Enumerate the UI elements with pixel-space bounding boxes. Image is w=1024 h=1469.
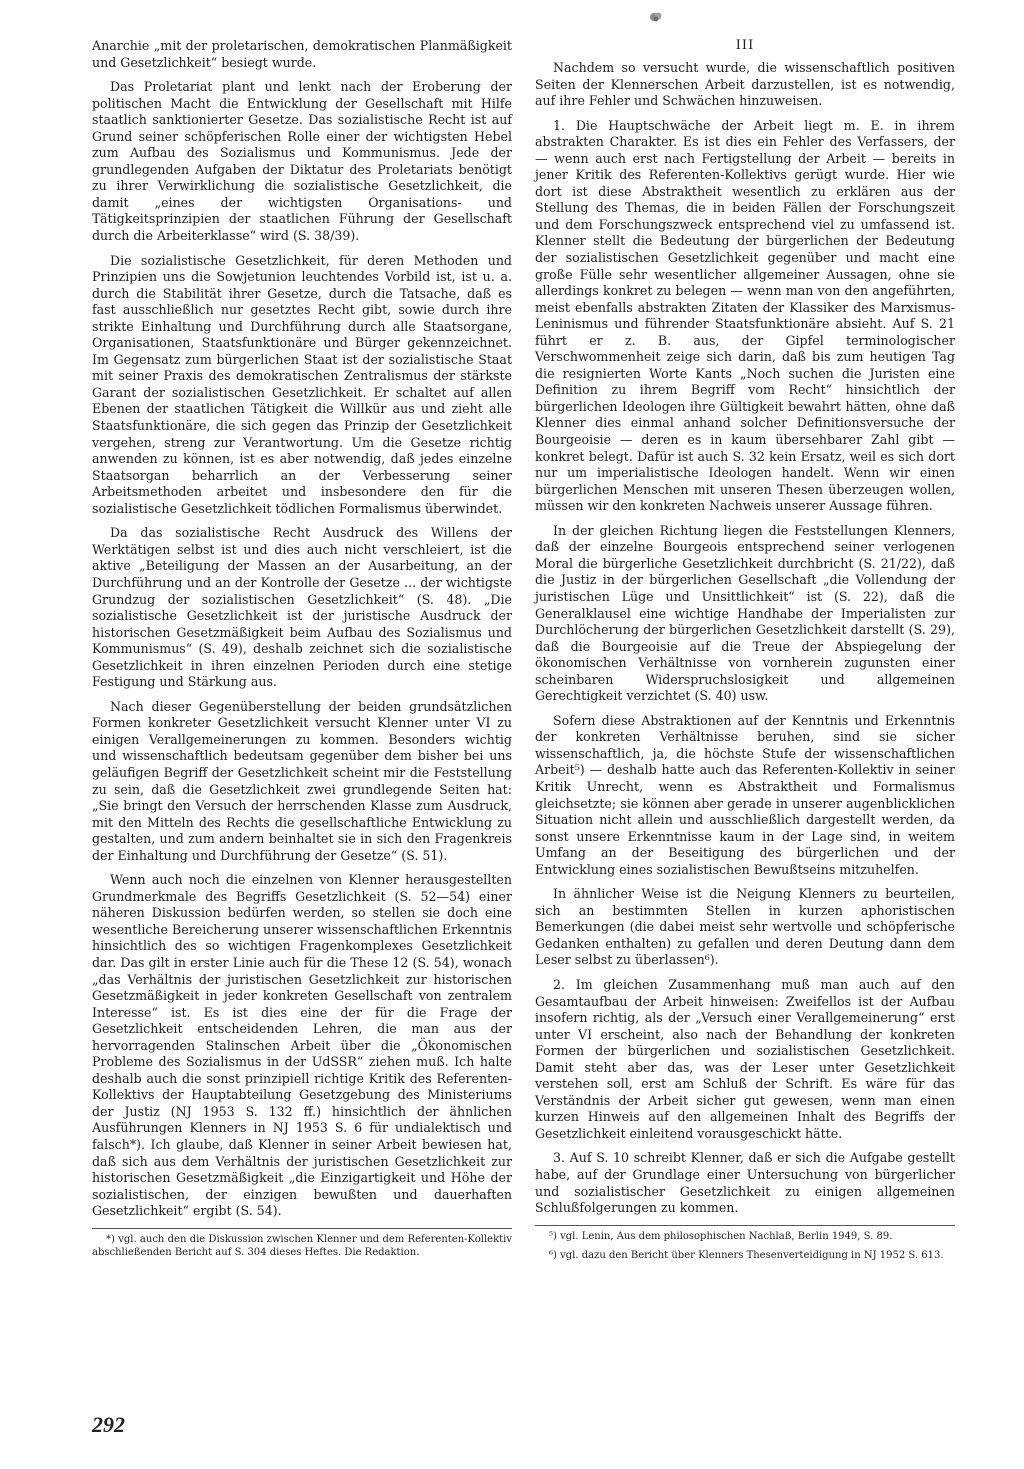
footnote: ⁶) vgl. dazu den Bericht über Klenners Thesenverteidigung in NJ 1952 S. 613. xyxy=(549,1249,944,1261)
body-paragraph: Nachdem so versucht wurde, die wissenschaftlich positiven Seiten der Klennerschen Arbeit darzustellen, ist es notwendig, auf ihre Fehler und Schwächen hinzuweisen. xyxy=(535,60,955,109)
left-column xyxy=(92,38,512,1265)
body-paragraph: In der gleichen Richtung liegen die Feststellungen Klenners, daß der einzelne Bourgeois entsprechend seiner verlogenen Moral die bürgerliche Gesetzlichkeit durchbricht (S. 21/22), daß die Justiz in der bürgerlichen Gesellschaft „die Vollendung der juristischen Lüge und Unsittlichkeit“ ist (S. 22), daß die Generalklausel eine wichtige Handhabe der Imperialisten zur Durchlöcherung der bürgerlichen Gesetzlichkeit darstellt (S. 29), daß die Bourgeoisie auf die Treue der Abspiegelung der ökonomischen Verhältnisse von vornherein zugunsten einer scheinbaren Widerspruchslosigkeit und allgemeinen Gerechtigkeit verzichtet (S. 40) usw. xyxy=(535,522,955,704)
body-paragraph: 3. Auf S. 10 schreibt Klenner, daß er sich die Aufgabe gestellt habe, auf der Grundlage einer Untersuchung von bürgerlicher und sozialistischer Gesetzlichkeit zu einigen allgemeinen Schlußfolgerungen zu kommen. xyxy=(535,1150,955,1216)
body-paragraph: Die sozialistische Gesetzlichkeit, für deren Methoden und Prinzipien uns die Sowjetunion leuchtendes Vorbild ist, ist u. a. durch die Stabilität ihrer Gesetze, durch die Tatsache, daß es fast ausschließlich nur gesetztes Recht gibt, sowie durch ihre strikte Einhaltung und Durchführung durch alle Staatsorgane, Organisationen, Staatsfunktionäre und Bürger gekennzeichnet. Im Gegensatz zum bürgerlichen Staat ist der sozialistische Staat mit seiner Praxis des demokratischen Zentralismus der stärkste Garant der sozialistischen Gesetzlichkeit. Er schaltet auf allen Ebenen der staatlichen Tätigkeit die Willkür aus und zieht alle Staatsfunktionäre, die sich gegen das Prinzip der Gesetzlichkeit vergehen, streng zur Verantwortung. Um die Gesetze richtig anwenden zu können, ist es aber notwendig, daß jedes einzelne Staatsorgan beharrlich an der Verbesserung seiner Arbeitsmethoden arbeitet und insbesondere den für die sozialistische Gesetzlichkeit tödlichen Formalismus überwindet. xyxy=(92,252,512,516)
footnote: *) vgl. auch den die Diskussion zwischen Klenner und dem Referenten-Kollektiv abschließenden Bericht auf S. 304 dieses Heftes. Die Redaktion. xyxy=(92,1233,512,1258)
body-paragraph: Das Proletariat plant und lenkt nach der Eroberung der politischen Macht die Entwicklung der Gesellschaft mit Hilfe staatlich sanktionierter Gesetze. Das sozialistische Recht ist auf Grund seiner schöpferischen Rolle einer der wichtigsten Hebel zum Aufbau des Sozialismus und Kommunismus. Jede der grundlegenden Aufgaben der Diktatur des Proletariats benötigt zu ihrer Verwirklichung die sozialistische Gesetzlichkeit, die damit „eines der wichtigsten Organisations- und Tätigkeitsprinzipien der staatlichen Führung der Gesellschaft durch die Arbeiterklasse“ wird (S. 38/39). xyxy=(92,79,512,244)
footnote-area xyxy=(535,1225,955,1262)
footnote-area xyxy=(92,1228,512,1259)
body-paragraph: Wenn auch noch die einzelnen von Klenner herausgestellten Grundmerkmale des Begriffs Gesetzlichkeit (S. 52—54) einer näheren Diskussion bedürfen werden, so stellen sie doch eine wesentliche Bereicherung unserer wissenschaftlichen Erkenntnis hinsichtlich des so wichtigen Fragenkomplexes Gesetzlichkeit dar. Das gilt in erster Linie auch für die These 12 (S. 54), wonach „das Verhältnis der juristischen Gesetzlichkeit zur historischen Gesetzmäßigkeit in jeder konkreten Gesellschaft von zentralem Interesse“ ist. Es ist dies eine der für die Frage der Gesetzlichkeit entscheidenden Lehren, die man aus der hervorragenden Stalinschen Arbeit über die „Ökonomischen Probleme des Sozialismus in der UdSSR“ ziehen muß. Ich halte deshalb auch die sonst prinzipiell richtige Kritik des Referenten-Kollektivs der Hauptabteilung Gesetzgebung des Ministeriums der Justiz (NJ 1953 S. 132 ff.) hinsichtlich der ähnlichen Ausführungen Klenners in NJ 1953 S. 6 für undialektisch und falsch*). Ich glaube, daß Klenner in seiner Arbeit bewiesen hat, daß sich aus dem Verhältnis der juristischen Gesetzlichkeit zur historischen Gesetzmäßigkeit „die Einzigartigkeit und Höhe der sozialistischen, der einzigen bewußten und dauerhaften Gesetzlichkeit“ ergibt (S. 54). xyxy=(92,872,512,1219)
body-paragraph: Sofern diese Abstraktionen auf der Kenntnis und Erkenntnis der konkreten Verhältnisse beruhen, sind sie sicher wissenschaftlich, ja, die höchste Stufe der wissenschaftlichen Arbeit⁵) — deshalb hatte auch das Referenten-Kollektiv in seiner Kritik Unrecht, wenn es Abstraktheit und Formalismus gleichsetzte; sie können aber gerade in unserer augenblicklichen Situation nicht allein und ausschließlich dargestellt werden, da sonst unsere Erkenntnisse kaum in der Lage sind, in weitem Umfang an der Beseitigung des bürgerlichen und der Entwicklung eines sozialistischen Bewußtseins mitzuhelfen. xyxy=(535,712,955,877)
body-paragraph: In ähnlicher Weise ist die Neigung Klenners zu beurteilen, sich an bestimmten Stellen in kurzen aphoristischen Bemerkungen (die dabei meist sehr wertvolle und schöpferische Gedanken enthalten) zu gefallen und deren Deutung dann dem Leser selbst zu überlassen⁶). xyxy=(535,886,955,968)
right-column xyxy=(535,38,955,1268)
section-heading: III xyxy=(735,38,755,53)
body-paragraph: 1. Die Hauptschwäche der Arbeit liegt m. E. in ihrem abstrakten Charakter. Es ist dies ein Fehler des Verfassers, der — wenn auch erst nach Fertigstellung der Arbeit — bereits in jener Kritik des Referenten-Kollektivs gerügt wurde. Hier wie dort ist diese Abstraktheit wesentlich zu erklären aus der Stellung des Themas, die in beiden Fällen der Forschungszeit und dem Forschungszweck entsprechend viel zu umfassend ist. Klenner stellt die Bedeutung der bürgerlichen der Bedeutung der sozialistischen Gesetzlichkeit gegenüber und macht eine große Fülle sehr wesentlicher allgemeiner Aussagen, ohne sie allerdings konkret zu belegen — wenn man von den angeführten, meist ebenfalls abstrakten Zitaten der Klassiker des Marxismus-Leninismus und führender Staatsfunktionäre absieht. Auf S. 21 führt er z. B. aus, der Gipfel terminologischer Verschwommenheit zeige sich darin, daß bis zum heutigen Tag die resignierten Worte Kants „Noch suchen die Juristen eine Definition zu ihrem Begriff vom Recht“ hinsichtlich der bürgerlichen Ideologen ihre Gültigkeit bewahrt hätten, ohne daß Klenner dies einmal anhand solcher Definitionsversuche der Bourgeoisie — deren es in kaum übersehbarer Zahl gibt — konkret belegt. Dafür ist auch S. 32 kein Ersatz, weil es sich dort nur um imperialistische Ideologen handelt. Wenn wir einen bürgerlichen Menschen mit unseren Thesen überzeugen wollen, müssen wir den konkreten Nachweis unserer Aussage führen. xyxy=(535,117,955,514)
body-paragraph: Anarchie „mit der proletarischen, demokratischen Planmäßigkeit und Gesetzlichkeit“ besiegt wurde. xyxy=(92,38,512,70)
page-number: 292 xyxy=(92,1412,125,1437)
ink-blot-icon xyxy=(649,11,663,23)
footnote: ⁵) vgl. Lenin, Aus dem philosophischen Nachlaß, Berlin 1949, S. 89. xyxy=(549,1230,893,1242)
body-paragraph: Nach dieser Gegenüberstellung der beiden grundsätzlichen Formen konkreter Gesetzlichkeit versucht Klenner unter VI zu einigen Verallgemeinerungen zu kommen. Besonders wichtig und wissenschaftlich bedeutsam gegenüber dem bisher bei uns geläufigen Begriff der Gesetzlichkeit scheint mir die Feststellung zu sein, daß die Gesetzlichkeit zwei grundlegende Seiten hat: „Sie bringt den Versuch der herrschenden Klasse zum Ausdruck, mit den Mitteln des Rechts die gesellschaftliche Entwicklung zu gestalten, und zum andern beinhaltet sie in sich den Fragenkreis der Einhaltung und Durchführung der Gesetze“ (S. 51). xyxy=(92,698,512,863)
body-paragraph: Da das sozialistische Recht Ausdruck des Willens der Werktätigen selbst ist und dies auch nicht verschleiert, ist die aktive „Beteiligung der Massen an der Ausarbeitung, an der Durchführung und an der Kontrolle der Gesetze ... der wichtigste Grundzug der sozialistischen Gesetzlichkeit“ (S. 48). „Die sozialistische Gesetzlichkeit ist der juristische Ausdruck der historischen Gesetzmäßigkeit beim Aufbau des Sozialismus und Kommunismus“ (S. 49), deshalb zeichnet sich die sozialistische Gesetzlichkeit in ihren einzelnen Perioden durch eine stetige Festigung und Stärkung aus. xyxy=(92,525,512,690)
body-paragraph: 2. Im gleichen Zusammenhang muß man auch auf den Gesamtaufbau der Arbeit hinweisen: Zweifellos ist der Aufbau insofern richtig, als der „Versuch einer Verallgemeinerung“ erst unter VI erscheint, also nach der Behandlung der konkreten Formen der bürgerlichen und sozialistischen Gesetzlichkeit. Damit steht aber das, was der Leser unter Gesetzlichkeit verstehen soll, erst am Schluß der Schrift. Es wäre für das Verständnis der Arbeit sicher gut gewesen, wenn man einen kurzen Hinweis auf den allgemeinen Inhalt des Begriffs der Gesetzlichkeit einleitend vorausgeschickt hätte. xyxy=(535,976,955,1141)
